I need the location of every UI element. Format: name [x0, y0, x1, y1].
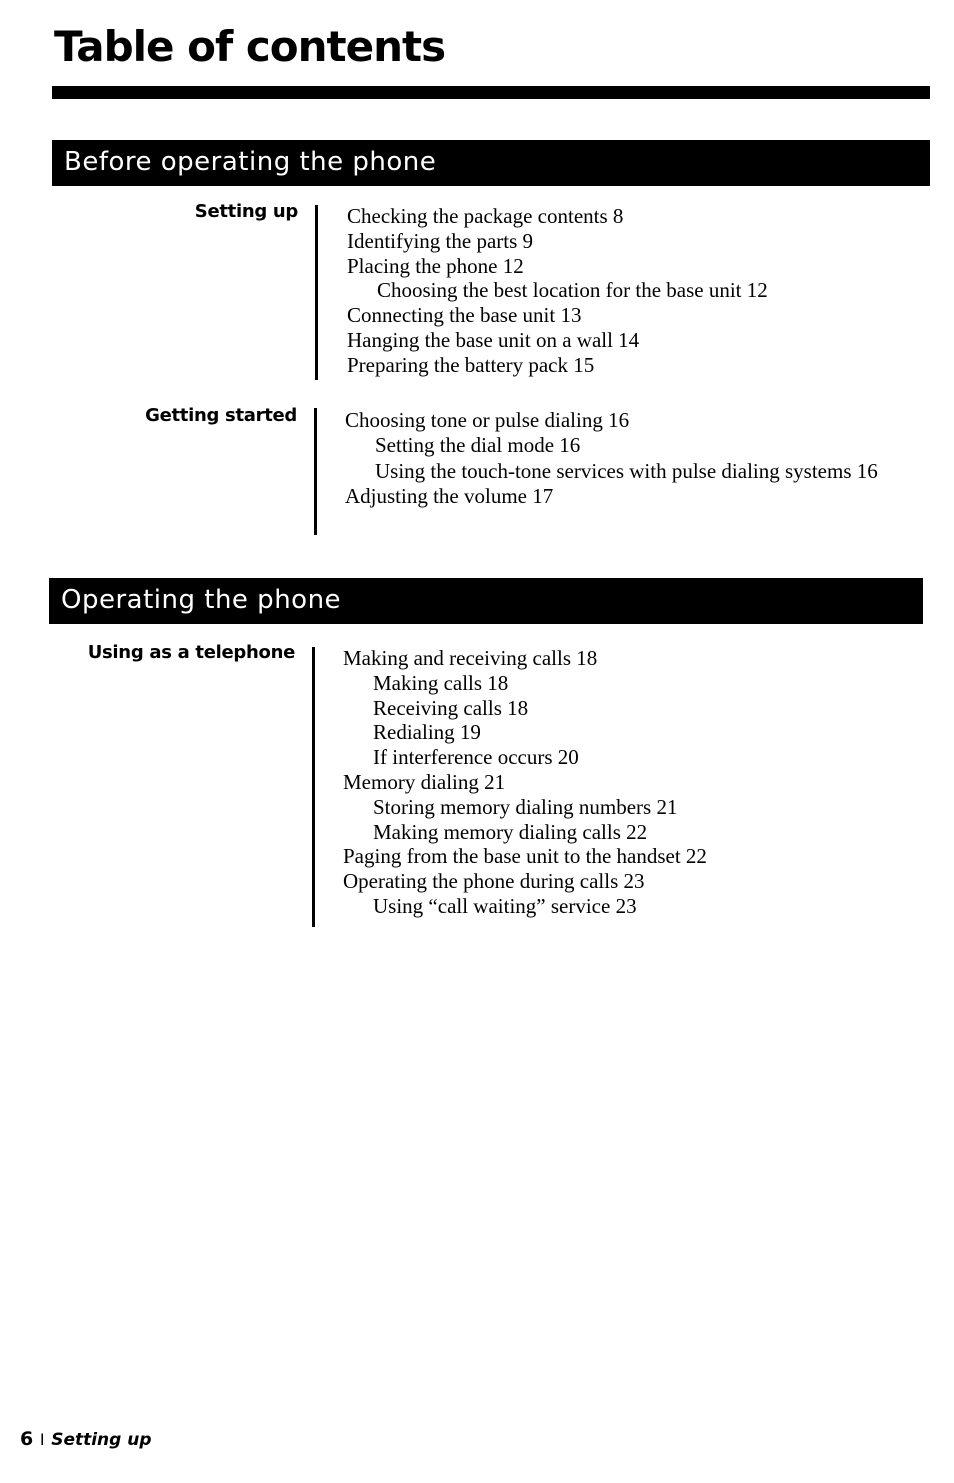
toc-entry[interactable]: Choosing tone or pulse dialing 16 [345, 408, 630, 432]
section-heading-before-operating: Before operating the phone [52, 140, 930, 186]
toc-subentry[interactable]: Redialing 19 [373, 720, 481, 745]
toc-entry[interactable]: Memory dialing 21 [343, 769, 506, 794]
toc-entry[interactable]: Operating the phone during calls 23 [343, 869, 645, 894]
toc-subentry[interactable]: Making memory dialing calls 22 [373, 819, 648, 844]
toc-subentry[interactable]: Setting the dial mode 16 [375, 432, 581, 457]
toc-list-getting-started [345, 408, 925, 508]
toc-entry[interactable]: Placing the phone 12 [347, 253, 524, 278]
toc-subentry[interactable]: Receiving calls 18 [373, 695, 529, 720]
title-rule [52, 86, 930, 99]
page-title: Table of contents [54, 22, 446, 71]
toc-entry[interactable]: Connecting the base unit 13 [347, 303, 582, 328]
footer-separator: I [39, 1430, 45, 1449]
toc-entry[interactable]: Paging from the base unit to the handset 22 [343, 844, 707, 869]
toc-subentry[interactable]: Storing memory dialing numbers 21 [373, 794, 678, 819]
toc-entry[interactable]: Hanging the base unit on a wall 14 [347, 327, 640, 352]
toc-entry[interactable]: Adjusting the volume 17 [345, 483, 554, 508]
toc-list-setting-up [347, 204, 768, 378]
group-label-getting-started: Getting started [145, 405, 297, 426]
footer-section-name: Setting up [51, 1430, 152, 1450]
page-number: 6 [20, 1428, 34, 1450]
toc-entry[interactable]: Checking the package contents 8 [347, 204, 624, 228]
page-footer [20, 1428, 152, 1450]
toc-subentry[interactable]: Making calls 18 [373, 670, 509, 695]
toc-subentry[interactable]: Using “call waiting” service 23 [373, 893, 637, 918]
toc-subentry[interactable]: Using the touch-tone services with pulse dialing systems 16 [375, 458, 878, 483]
toc-entry[interactable]: Preparing the battery pack 15 [347, 352, 595, 377]
group-rule [312, 647, 315, 927]
group-rule [315, 205, 318, 380]
toc-list-using-as-telephone [343, 646, 707, 919]
section-heading-operating: Operating the phone [49, 578, 923, 624]
toc-subentry[interactable]: If interference occurs 20 [373, 745, 579, 770]
group-rule [314, 408, 317, 535]
toc-entry[interactable]: Making and receiving calls 18 [343, 646, 598, 670]
toc-entry[interactable]: Identifying the parts 9 [347, 228, 534, 253]
group-label-using-as-telephone: Using as a telephone [87, 642, 295, 663]
group-label-setting-up: Setting up [194, 201, 298, 222]
toc-subentry[interactable]: Choosing the best location for the base unit 12 [377, 278, 768, 303]
